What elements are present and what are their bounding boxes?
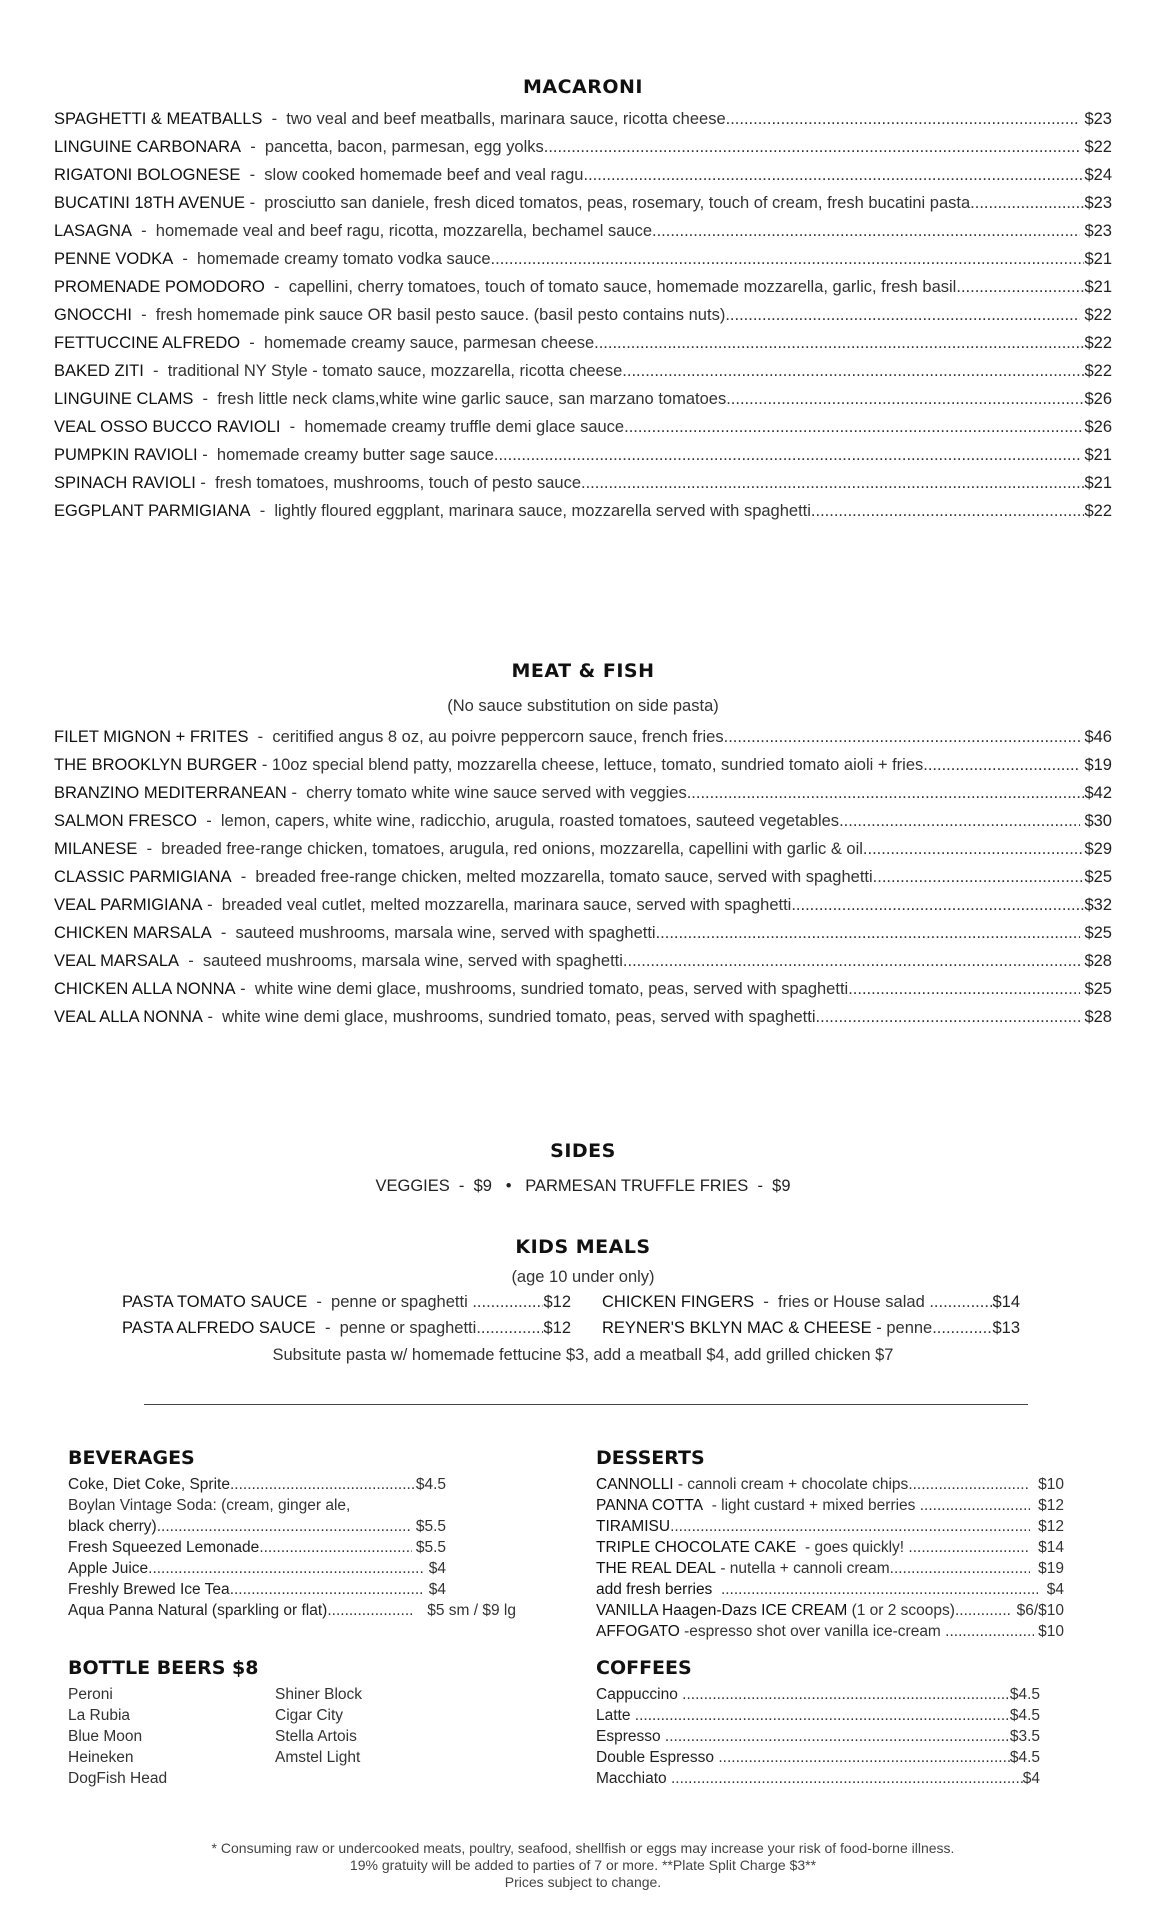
dessert-item (596, 1539, 1064, 1560)
kids-title: KIDS MEALS (515, 1236, 651, 1258)
item-separator: - (264, 278, 289, 296)
meat-fish-item-name: FILET MIGNON + FRITES (54, 728, 249, 746)
item-separator: - (241, 138, 265, 156)
meat-fish-item-desc: cherry tomato white wine sauce served with veggies (306, 784, 687, 802)
beer-item: Blue Moon (68, 1728, 143, 1745)
beverage-item: Boylan Vintage Soda: (cream, ginger ale, (68, 1497, 351, 1514)
dot-leader (581, 474, 1084, 493)
meat-fish-item-name: MILANESE (54, 840, 138, 858)
coffee-item (596, 1686, 1040, 1707)
dessert-item-name: THE REAL DEAL (596, 1560, 717, 1577)
kids-item-price: $14 (992, 1293, 1020, 1311)
beverage-item-name: Fresh Squeezed Lemonade (68, 1539, 260, 1556)
meat-fish-item-price: $25 (1084, 868, 1112, 886)
dot-leader (721, 1581, 1038, 1599)
beverage-item (68, 1581, 446, 1602)
dot-leader (718, 1749, 1009, 1767)
dot-leader (544, 138, 1080, 157)
dot-leader (873, 868, 1085, 887)
kids-item-name: PASTA TOMATO SAUCE (122, 1293, 308, 1311)
item-separator: - (197, 446, 217, 464)
kids-item-price: $12 (543, 1319, 571, 1337)
macaroni-item-price: $22 (1084, 362, 1112, 380)
coffee-item-price: $4 (1022, 1770, 1040, 1787)
coffee-item-price: $4.5 (1009, 1749, 1040, 1766)
meat-fish-item-desc: sauteed mushrooms, marsala wine, served with spaghetti (235, 924, 656, 942)
item-separator: - (240, 166, 265, 184)
dot-leader (890, 1560, 1030, 1578)
dot-leader (584, 166, 1085, 185)
dot-leader (665, 1728, 1010, 1746)
dot-leader (230, 1581, 425, 1599)
dessert-item-name: PANNA COTTA (596, 1497, 704, 1514)
macaroni-item-name: FETTUCCINE ALFREDO (54, 334, 241, 352)
dessert-item-price: $14 (1029, 1539, 1064, 1556)
meat-fish-item-price: $28 (1079, 952, 1112, 970)
macaroni-item-name: VEAL OSSO BUCCO RAVIOLI (54, 418, 281, 436)
meat-fish-item-price: $46 (1079, 728, 1112, 746)
macaroni-item-price: $22 (1079, 138, 1112, 156)
kids-item (122, 1293, 571, 1315)
meat-fish-item (54, 728, 1112, 752)
macaroni-item-price: $22 (1084, 502, 1112, 520)
kids-item (122, 1319, 571, 1341)
dot-leader (956, 278, 1084, 297)
macaroni-item (54, 418, 1112, 442)
meat-fish-item (54, 924, 1112, 948)
dessert-item-desc: (1 or 2 scoops) (847, 1602, 955, 1619)
coffee-item (596, 1707, 1040, 1728)
dot-leader (945, 1623, 1034, 1641)
meat-fish-item-price: $25 (1079, 980, 1112, 998)
coffee-item-price: $4.5 (1009, 1707, 1040, 1724)
item-separator: - (179, 952, 203, 970)
meat-fish-item-desc: ceritified angus 8 oz, au poivre peppercorn sauce, french fries (272, 728, 724, 746)
beverage-item-price: $5.5 (411, 1518, 446, 1535)
item-separator: - (280, 418, 305, 436)
macaroni-item-price: $22 (1079, 306, 1112, 324)
macaroni-item-desc: homemade veal and beef ragu, ricotta, mozzarella, bechamel sauce (155, 222, 652, 240)
kids-item (602, 1319, 1020, 1341)
dot-leader (725, 306, 1080, 325)
dot-leader (955, 1602, 1012, 1620)
dessert-item (596, 1497, 1064, 1518)
dessert-item-price: $19 (1029, 1560, 1064, 1577)
macaroni-item-name: LASAGNA (54, 222, 132, 240)
beverage-item (68, 1518, 446, 1539)
item-separator: - (195, 474, 216, 492)
beverage-item-name: Freshly Brewed Ice Tea (68, 1581, 230, 1598)
macaroni-item-desc: slow cooked homemade beef and veal ragu (264, 166, 584, 184)
dot-leader (932, 1319, 992, 1338)
dot-leader (848, 980, 1080, 999)
meat-fish-item-desc: white wine demi glace, mushrooms, sundried tomato, peas, served with spaghetti (254, 980, 849, 998)
macaroni-item (54, 474, 1112, 498)
macaroni-item-price: $23 (1079, 222, 1112, 240)
beverage-item (68, 1476, 446, 1497)
macaroni-item-name: GNOCCHI (54, 306, 132, 324)
coffee-item (596, 1770, 1040, 1791)
footer-gratuity: 19% gratuity will be added to parties of 7 or more. **Plate Split Charge $3** (349, 1857, 817, 1873)
item-separator: - (240, 334, 264, 352)
sides-title: SIDES (550, 1140, 616, 1162)
dot-leader (791, 896, 1084, 915)
kids-item (602, 1293, 1020, 1315)
meat-fish-item-price: $28 (1079, 1008, 1112, 1026)
item-separator: - (245, 194, 265, 212)
macaroni-item-name: PROMENADE POMODORO (54, 278, 265, 296)
macaroni-item-desc: traditional NY Style - tomato sauce, mozzarella, ricotta cheese (167, 362, 623, 380)
item-separator: - (250, 502, 275, 520)
dessert-item (596, 1581, 1064, 1602)
beverage-item-name: Aqua Panna Natural (sparkling or flat) (68, 1602, 328, 1619)
macaroni-item-desc: homemade creamy truffle demi glace sauce (304, 418, 625, 436)
beer-item: DogFish Head (68, 1770, 168, 1787)
macaroni-item-desc: homemade creamy sauce, parmesan cheese (263, 334, 595, 352)
meat-fish-item-desc: breaded veal cutlet, melted mozzarella, marinara sauce, served with spaghetti (221, 896, 792, 914)
meat-fish-item-name: SALMON FRESCO (54, 812, 198, 830)
macaroni-item-desc: two veal and beef meatballs, marinara sauce, ricotta cheese (286, 110, 726, 128)
meat-fish-item (54, 812, 1112, 836)
macaroni-item (54, 306, 1112, 330)
dot-leader (594, 334, 1084, 353)
dessert-item-price: $10 (1029, 1476, 1064, 1493)
dot-leader (811, 502, 1085, 521)
macaroni-item-desc: homemade creamy butter sage sauce (216, 446, 494, 464)
meat-fish-item (54, 1008, 1112, 1032)
dot-leader (863, 840, 1085, 859)
kids-substitute-note: Subsitute pasta w/ homemade fettucine $3, add a meatball $4, add grilled chicken $7 (272, 1346, 894, 1364)
dot-leader (472, 1293, 543, 1312)
coffee-item-name: Espresso (596, 1728, 665, 1745)
dot-leader (491, 250, 1085, 269)
macaroni-item-name: EGGPLANT PARMIGIANA (54, 502, 251, 520)
dot-leader (230, 1476, 416, 1494)
macaroni-item-desc: pancetta, bacon, parmesan, egg yolks (264, 138, 544, 156)
item-separator: - (173, 250, 198, 268)
kids-item-desc: - fries or House salad (754, 1293, 930, 1311)
meat-fish-item (54, 840, 1112, 864)
meat-fish-title: MEAT & FISH (511, 660, 655, 682)
beer-item: Cigar City (275, 1707, 344, 1724)
macaroni-item-price: $21 (1084, 250, 1112, 268)
macaroni-item (54, 278, 1112, 302)
dot-leader (920, 1497, 1030, 1515)
dot-leader (157, 1518, 412, 1536)
macaroni-title: MACARONI (522, 76, 643, 98)
coffee-item-name: Latte (596, 1707, 635, 1724)
item-separator: - (262, 110, 287, 128)
beers-title: BOTTLE BEERS $8 (68, 1657, 259, 1679)
coffee-item (596, 1749, 1040, 1770)
section-divider (144, 1404, 1028, 1405)
macaroni-item-price: $26 (1084, 418, 1112, 436)
dessert-item-name: TIRAMISU (596, 1518, 671, 1535)
meat-fish-item-price: $19 (1079, 756, 1112, 774)
dot-leader (816, 1008, 1080, 1027)
macaroni-item-price: $23 (1084, 194, 1112, 212)
kids-item-desc: - penne (871, 1319, 933, 1337)
dessert-item-name: VANILLA Haagen-Dazs ICE CREAM (596, 1602, 848, 1619)
macaroni-item-name: PUMPKIN RAVIOLI (54, 446, 198, 464)
macaroni-item-price: $23 (1079, 110, 1112, 128)
kids-note: (age 10 under only) (511, 1268, 655, 1286)
beverage-item-name: Apple Juice (68, 1560, 149, 1577)
beverage-item-price: $5 sm / $9 lg (414, 1602, 516, 1619)
dot-leader (652, 222, 1080, 241)
beverage-item-price: $4 (424, 1560, 446, 1577)
dot-leader (327, 1602, 414, 1620)
meat-fish-item-price: $30 (1079, 812, 1112, 830)
meat-fish-item-name: VEAL MARSALA (54, 952, 180, 970)
item-separator: - (286, 784, 307, 802)
macaroni-item-name: BAKED ZITI (54, 362, 144, 380)
coffee-item-price: $4.5 (1009, 1686, 1040, 1703)
meat-fish-item-desc: white wine demi glace, mushrooms, sundried tomato, peas, served with spaghetti (222, 1008, 816, 1026)
macaroni-item-price: $21 (1084, 474, 1112, 492)
beverage-item-name: black cherry) (68, 1518, 157, 1535)
dessert-item-desc (712, 1581, 721, 1599)
dot-leader (671, 1770, 1023, 1788)
meat-fish-item-desc: lemon, capers, white wine, radicchio, arugula, roasted tomatoes, sauteed vegetables (220, 812, 840, 830)
meat-fish-item-price: $29 (1084, 840, 1112, 858)
beverage-item-price: $4 (424, 1581, 446, 1598)
meat-fish-item-name: CHICKEN MARSALA (54, 924, 212, 942)
beverage-item (68, 1560, 446, 1581)
beverage-item-name: Coke, Diet Coke, Sprite (68, 1476, 230, 1493)
beverage-item-price: $4.5 (415, 1476, 446, 1493)
dot-leader (839, 812, 1080, 831)
beer-item: Peroni (68, 1686, 113, 1703)
dessert-item-name: add fresh berries (596, 1581, 713, 1598)
macaroni-item (54, 446, 1112, 470)
dot-leader (670, 1518, 1029, 1536)
meat-fish-item-name: VEAL PARMIGIANA (54, 896, 203, 914)
dot-leader (623, 952, 1080, 971)
macaroni-item (54, 194, 1112, 218)
item-separator: - (202, 896, 222, 914)
dot-leader (724, 728, 1080, 747)
meat-fish-item-name: THE BROOKLYN BURGER (54, 756, 258, 774)
dessert-item (596, 1476, 1064, 1497)
dessert-item-price: $12 (1029, 1518, 1064, 1535)
beverages-title: BEVERAGES (68, 1447, 195, 1469)
dessert-item (596, 1602, 1064, 1623)
dessert-item (596, 1623, 1064, 1644)
macaroni-item (54, 138, 1112, 162)
meat-fish-item-price: $25 (1079, 924, 1112, 942)
macaroni-item-name: RIGATONI BOLOGNESE (54, 166, 241, 184)
footer-disclaimer: * Consuming raw or undercooked meats, poultry, seafood, shellfish or eggs may increase your risk of food-borne illness. (211, 1840, 955, 1856)
dessert-item-price: $4 (1038, 1581, 1064, 1598)
dot-leader (929, 1293, 992, 1312)
macaroni-item-name: BUCATINI 18TH AVENUE (54, 194, 246, 212)
item-separator: - (248, 728, 273, 746)
dessert-item-price: $6/$10 (1012, 1602, 1064, 1619)
meat-fish-item-desc: 10oz special blend patty, mozzarella cheese, lettuce, tomato, sundried tomato aioli + fries (271, 756, 924, 774)
meat-fish-item-name: VEAL ALLA NONNA (54, 1008, 203, 1026)
dot-leader (908, 1476, 1029, 1494)
meat-fish-item (54, 896, 1112, 920)
coffee-item-name: Cappuccino (596, 1686, 683, 1703)
meat-fish-item-desc: breaded free-range chicken, melted mozzarella, tomato sauce, served with spaghetti (255, 868, 873, 886)
macaroni-item-desc: fresh little neck clams,white wine garlic sauce, san marzano tomatoes (217, 390, 727, 408)
item-separator: - (257, 756, 272, 774)
meat-fish-item-name: CLASSIC PARMIGIANA (54, 868, 232, 886)
dessert-item-price: $10 (1033, 1623, 1064, 1640)
dot-leader (682, 1686, 1010, 1704)
macaroni-item (54, 390, 1112, 414)
meat-fish-item (54, 980, 1112, 1004)
macaroni-item-price: $22 (1084, 334, 1112, 352)
item-separator: - (131, 306, 156, 324)
dessert-item-desc: - cannoli cream + chocolate chips (673, 1476, 909, 1493)
macaroni-item (54, 166, 1112, 190)
macaroni-item-price: $26 (1084, 390, 1112, 408)
meat-fish-item-name: CHICKEN ALLA NONNA (54, 980, 236, 998)
macaroni-item-price: $21 (1079, 446, 1112, 464)
macaroni-item-desc: prosciutto san daniele, fresh diced tomatos, peas, rosemary, touch of cream, fresh bucatini pasta (264, 194, 971, 212)
meat-fish-item (54, 952, 1112, 976)
meat-fish-item-name: BRANZINO MEDITERRANEAN (54, 784, 287, 802)
kids-item-desc: - penne or spaghetti (307, 1293, 473, 1311)
item-separator: - (197, 812, 221, 830)
dessert-item-price: $12 (1029, 1497, 1064, 1514)
kids-item-price: $13 (992, 1319, 1020, 1337)
dessert-item-desc: - light custard + mixed berries (703, 1497, 920, 1514)
beverage-item-price: $5.5 (411, 1539, 446, 1556)
kids-item-name: CHICKEN FINGERS (602, 1293, 755, 1311)
meat-fish-item-price: $32 (1084, 896, 1112, 914)
meat-fish-item (54, 784, 1112, 808)
dessert-item-name: AFFOGATO (596, 1623, 680, 1640)
kids-item-name: REYNER'S BKLYN MAC & CHEESE (602, 1319, 872, 1337)
dot-leader (923, 756, 1080, 775)
macaroni-item-name: SPAGHETTI & MEATBALLS (54, 110, 263, 128)
dot-leader (624, 418, 1084, 437)
dessert-item (596, 1518, 1064, 1539)
macaroni-item-desc: capellini, cherry tomatoes, touch of tomato sauce, homemade mozzarella, garlic, fresh basil (288, 278, 957, 296)
item-separator: - (143, 362, 168, 380)
dot-leader (622, 362, 1084, 381)
dessert-item-desc: -espresso shot over vanilla ice-cream (679, 1623, 946, 1640)
dot-leader (726, 110, 1080, 129)
meat-fish-item (54, 868, 1112, 892)
kids-item-price: $12 (543, 1293, 571, 1311)
coffee-item-name: Double Espresso (596, 1749, 719, 1766)
dot-leader (656, 924, 1080, 943)
item-separator: - (231, 868, 256, 886)
dot-leader (970, 194, 1084, 213)
beer-item: Stella Artois (275, 1728, 357, 1745)
beer-item: La Rubia (68, 1707, 131, 1724)
macaroni-item (54, 362, 1112, 386)
dot-leader (259, 1539, 411, 1557)
macaroni-item (54, 334, 1112, 358)
dot-leader (148, 1560, 424, 1578)
sides-line: VEGGIES - $9 • PARMESAN TRUFFLE FRIES - $9 (375, 1177, 791, 1195)
macaroni-item (54, 222, 1112, 246)
macaroni-item-desc: fresh tomatoes, mushrooms, touch of pesto sauce (215, 474, 582, 492)
macaroni-item-name: SPINACH RAVIOLI (54, 474, 196, 492)
macaroni-item (54, 502, 1112, 526)
item-separator: - (131, 222, 156, 240)
dot-leader (687, 784, 1085, 803)
meat-fish-item (54, 756, 1112, 780)
macaroni-item-desc: fresh homemade pink sauce OR basil pesto sauce. (basil pesto contains nuts) (155, 306, 726, 324)
beer-item: Shiner Block (275, 1686, 363, 1703)
dessert-item-desc: - nutella + cannoli cream (716, 1560, 890, 1577)
dot-leader (908, 1539, 1029, 1557)
dot-leader (635, 1707, 1010, 1725)
meat-fish-item-price: $42 (1084, 784, 1112, 802)
beverage-item (68, 1602, 516, 1623)
beverage-item (68, 1539, 446, 1560)
desserts-title: DESSERTS (596, 1447, 705, 1469)
dessert-item-name: CANNOLLI (596, 1476, 674, 1493)
item-separator: - (235, 980, 255, 998)
dot-leader (726, 390, 1084, 409)
item-separator: - (211, 924, 236, 942)
macaroni-item-price: $21 (1084, 278, 1112, 296)
macaroni-item-price: $24 (1084, 166, 1112, 184)
beer-item: Amstel Light (275, 1749, 361, 1766)
coffee-item-price: $3.5 (1009, 1728, 1040, 1745)
item-separator: - (137, 840, 162, 858)
kids-item-desc: - penne or spaghetti (315, 1319, 477, 1337)
footer-prices-note: Prices subject to change. (504, 1874, 662, 1890)
macaroni-item-name: LINGUINE CLAMS (54, 390, 194, 408)
macaroni-item-desc: homemade creamy tomato vodka sauce (197, 250, 491, 268)
beer-item: Heineken (68, 1749, 134, 1766)
dot-leader (476, 1319, 543, 1338)
dessert-item-desc: - goes quickly! (796, 1539, 909, 1556)
meat-fish-item-desc: breaded free-range chicken, tomatoes, arugula, red onions, mozzarella, capellini with garlic & oil (161, 840, 863, 858)
coffee-item (596, 1728, 1040, 1749)
macaroni-item (54, 250, 1112, 274)
dessert-item (596, 1560, 1064, 1581)
item-separator: - (202, 1008, 223, 1026)
macaroni-item (54, 110, 1112, 134)
item-separator: - (193, 390, 218, 408)
kids-item-name: PASTA ALFREDO SAUCE (122, 1319, 316, 1337)
dessert-item-name: TRIPLE CHOCOLATE CAKE (596, 1539, 797, 1556)
coffees-title: COFFEES (596, 1657, 692, 1679)
meat-fish-item-desc: sauteed mushrooms, marsala wine, served with spaghetti (202, 952, 623, 970)
coffee-item-name: Macchiato (596, 1770, 671, 1787)
macaroni-item-desc: lightly floured eggplant, marinara sauce, mozzarella served with spaghetti (274, 502, 811, 520)
dot-leader (494, 446, 1080, 465)
meat-fish-note: (No sauce substitution on side pasta) (447, 697, 719, 715)
macaroni-item-name: PENNE VODKA (54, 250, 174, 268)
macaroni-item-name: LINGUINE CARBONARA (54, 138, 242, 156)
